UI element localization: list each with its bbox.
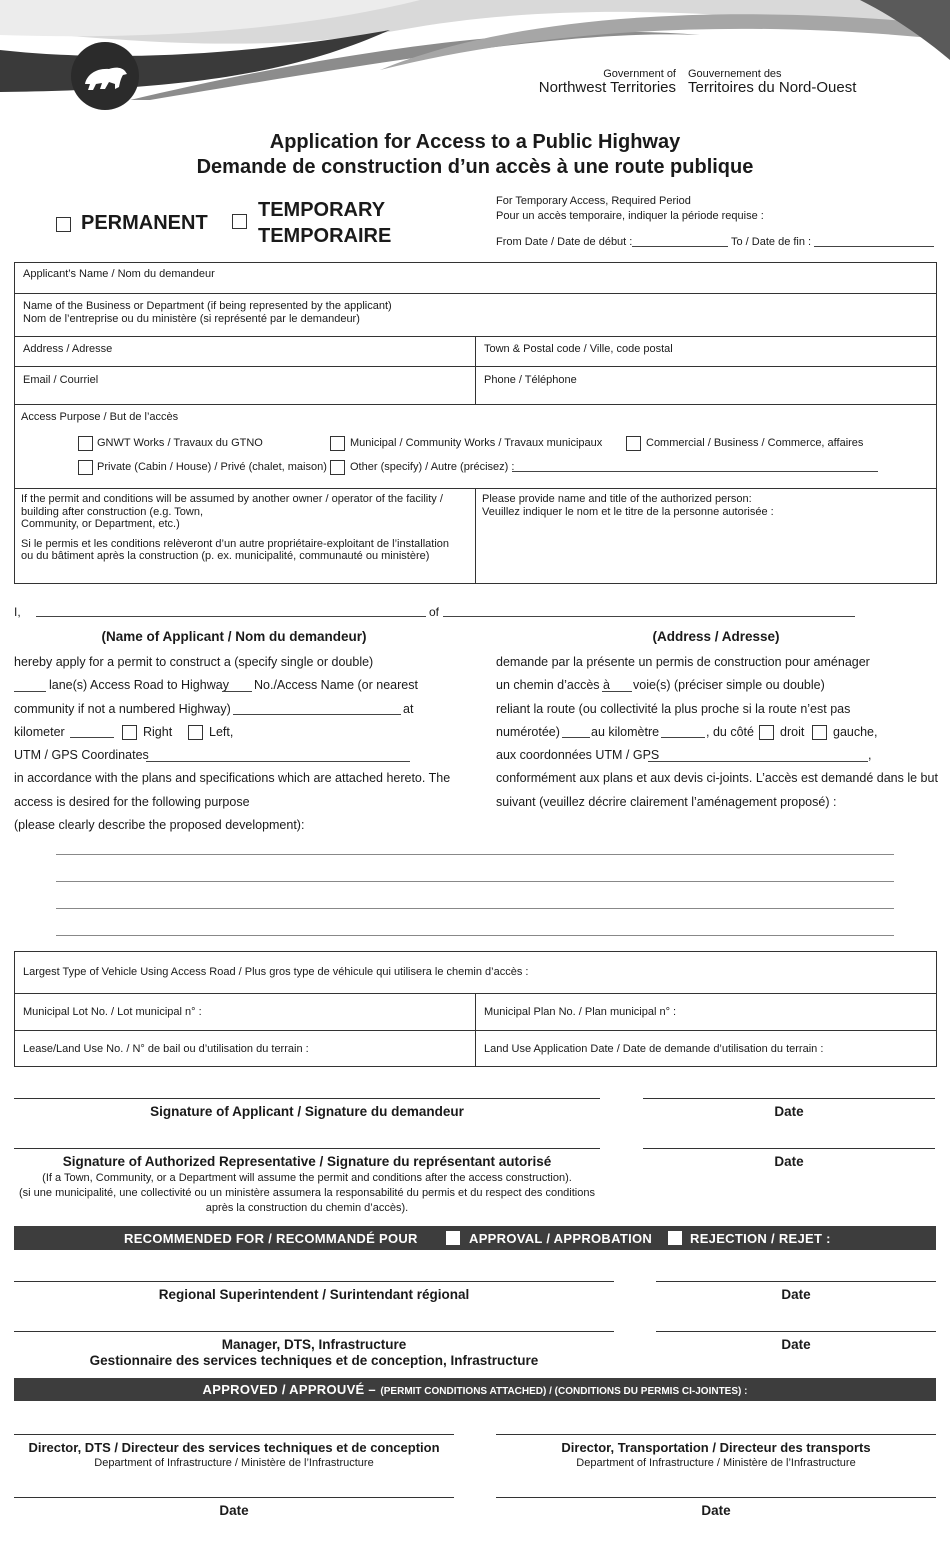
manager-signature-line[interactable] <box>14 1331 614 1332</box>
decl-en-3a: community if not a numbered Highway) <box>14 702 231 716</box>
decl-en-7: access is desired for the following purpose <box>14 795 250 809</box>
right-side-checkbox[interactable] <box>122 725 137 740</box>
name-caption: (Name of Applicant / Nom du demandeur) <box>101 629 367 644</box>
director-transport-signature-line[interactable] <box>496 1434 936 1435</box>
approval-label: APPROVAL / APPROBATION <box>469 1231 653 1246</box>
town-postal-field[interactable]: Town & Postal code / Ville, code postal <box>484 343 673 355</box>
applicant-address-line[interactable] <box>443 616 855 617</box>
access-purpose-label: Access Purpose / But de l’accès <box>21 411 179 423</box>
director-transport-date-label: Date <box>701 1503 731 1518</box>
address-caption: (Address / Adresse) <box>652 629 780 644</box>
land-use-date-field[interactable]: Land Use Application Date / Date de demande d’utilisation du terrain : <box>484 1043 824 1055</box>
decl-en-8: (please clearly describe the proposed development): <box>14 818 305 832</box>
approved-bar <box>14 1378 936 1401</box>
regional-superintendent-label: Regional Superintendent / Surintendant régional <box>158 1287 470 1302</box>
decl-en-4c: Left, <box>209 725 234 739</box>
authorized-note-3: après la construction du chemin d’accès). <box>205 1202 409 1214</box>
gnwt-works-checkbox[interactable] <box>78 436 93 451</box>
decl-en-4a: kilometer <box>14 725 65 739</box>
decl-en-5: UTM / GPS Coordinates <box>14 748 149 762</box>
decl-fr-5a: aux coordonnées UTM / GPS <box>496 748 660 762</box>
decl-en-1: hereby apply for a permit to construct a (specify single or double) <box>14 655 374 669</box>
temporary-checkbox[interactable] <box>232 214 247 229</box>
gnwt-logo <box>71 42 139 110</box>
recommended-bar <box>14 1226 936 1250</box>
from-date-field[interactable] <box>632 246 728 247</box>
from-date-label: From Date / Date de début : <box>496 236 633 248</box>
applicant-date-line[interactable] <box>643 1098 935 1099</box>
director-dts-date-line[interactable] <box>14 1497 454 1498</box>
assumed-note-fr-1: Si le permis et les conditions relèveront d’un autre propriétaire-exploitant de l’installation <box>21 538 450 550</box>
droit-checkbox[interactable] <box>759 725 774 740</box>
business-field-en[interactable]: Name of the Business or Department (if being represented by the applicant) <box>23 300 392 312</box>
private-label: Private (Cabin / House) / Privé (chalet, maison) <box>97 461 327 473</box>
commercial-checkbox[interactable] <box>626 436 641 451</box>
purpose-line-1[interactable] <box>56 854 894 855</box>
authorized-signature-line[interactable] <box>14 1148 600 1149</box>
temp-period-fr: Pour un accès temporaire, indiquer la période requise : <box>496 210 764 222</box>
manager-label-2: Gestionnaire des services techniques et de conception, Infrastructure <box>89 1353 539 1368</box>
authorized-person-field[interactable] <box>480 522 932 580</box>
gnwt-works-label: GNWT Works / Travaux du GTNO <box>97 437 263 449</box>
declaration-i: I, <box>14 605 21 619</box>
route-fr-field[interactable] <box>562 737 590 738</box>
authorized-note-2: (si une municipalité, une collectivité ou un ministère assumera la responsabilité du permis et du respect des conditions <box>19 1187 595 1199</box>
approved-conditions: (PERMIT CONDITIONS ATTACHED) / (CONDITIONS DU PERMIS CI-JOINTES) : <box>380 1386 748 1397</box>
assumed-note-en-3: Community, or Department, etc.) <box>21 518 180 530</box>
polar-bear-icon <box>71 42 139 110</box>
to-date-label: To / Date de fin : <box>731 236 812 248</box>
gov-en-large: Northwest Territories <box>538 79 676 96</box>
gov-en-small: Government of <box>603 68 676 80</box>
applicant-signature-label: Signature of Applicant / Signature du demandeur <box>150 1104 464 1119</box>
kilometre-fr-field[interactable] <box>661 737 705 738</box>
commercial-label: Commercial / Business / Commerce, affaires <box>646 437 864 449</box>
private-checkbox[interactable] <box>78 460 93 475</box>
temporary-label-en: TEMPORARY <box>258 199 386 221</box>
municipal-lot-field[interactable]: Municipal Lot No. / Lot municipal n° : <box>23 1006 202 1018</box>
decl-fr-3: reliant la route (ou collectivité la plus proche si la route n’est pas <box>496 702 851 716</box>
decl-en-4b: Right <box>143 725 173 739</box>
decl-fr-2a: un chemin d’accès à <box>496 678 610 692</box>
temp-period-en: For Temporary Access, Required Period <box>496 195 691 207</box>
permanent-label: PERMANENT <box>81 212 208 234</box>
address-field[interactable]: Address / Adresse <box>23 343 113 355</box>
applicant-name-field[interactable]: Applicant’s Name / Nom du demandeur <box>23 268 215 280</box>
applicant-signature-line[interactable] <box>14 1098 600 1099</box>
other-label: Other (specify) / Autre (précisez) : <box>350 461 515 473</box>
other-specify-field[interactable] <box>512 471 878 472</box>
recommended-label: RECOMMENDED FOR / RECOMMANDÉ POUR <box>124 1231 418 1246</box>
director-dts-signature-line[interactable] <box>14 1434 454 1435</box>
other-checkbox[interactable] <box>330 460 345 475</box>
declaration-of: of <box>429 605 440 619</box>
director-transport-date-line[interactable] <box>496 1497 936 1498</box>
email-field[interactable]: Email / Courriel <box>23 374 99 386</box>
applicant-date-label: Date <box>774 1104 804 1119</box>
decl-fr-6: conformément aux plans et aux devis ci-joints. L’accès est demandé dans le but <box>496 771 938 785</box>
municipal-works-label: Municipal / Community Works / Travaux municipaux <box>350 437 603 449</box>
director-dts-label: Director, DTS / Directeur des services techniques et de conception <box>28 1440 440 1455</box>
director-transport-dept: Department of Infrastructure / Ministère de l’Infrastructure <box>576 1457 856 1469</box>
decl-fr-4b: au kilomètre <box>591 725 660 739</box>
regional-date-line[interactable] <box>656 1281 936 1282</box>
community-field[interactable] <box>233 714 401 715</box>
municipal-plan-field[interactable]: Municipal Plan No. / Plan municipal n° : <box>484 1006 677 1018</box>
assumed-note-en-1: If the permit and conditions will be assumed by another owner / operator of the facility / <box>21 493 443 505</box>
regional-date-label: Date <box>781 1287 811 1302</box>
permanent-checkbox[interactable] <box>56 217 71 232</box>
regional-signature-line[interactable] <box>14 1281 614 1282</box>
authorized-person-en: Please provide name and title of the authorized person: <box>482 493 752 505</box>
decl-en-6: in accordance with the plans and specifications which are attached hereto. The <box>14 771 451 785</box>
decl-fr-4e: gauche, <box>833 725 878 739</box>
authorized-signature-label: Signature of Authorized Representative / Signature du représentant autorisé <box>62 1154 552 1169</box>
authorized-date-line[interactable] <box>643 1148 935 1149</box>
assumed-note-fr-2: ou du bâtiment après la construction (p. ex. municipalité, communauté ou ministère) <box>21 550 430 562</box>
decl-en-3b: at <box>403 702 414 716</box>
utm-gps-fr-field[interactable] <box>648 761 868 762</box>
gov-fr-small: Gouvernement des <box>688 68 782 80</box>
decl-en-2b: No./Access Name (or nearest <box>254 678 418 692</box>
decl-fr-1: demande par la présente un permis de construction pour aménager <box>496 655 870 669</box>
director-dts-date-label: Date <box>219 1503 249 1518</box>
utm-gps-field[interactable] <box>146 761 410 762</box>
decl-fr-2b: voie(s) (préciser simple ou double) <box>633 678 825 692</box>
manager-label-1: Manager, DTS, Infrastructure <box>221 1337 407 1352</box>
decl-fr-4d: droit <box>780 725 805 739</box>
decl-fr-4a: numérotée) <box>496 725 560 739</box>
title-en: Application for Access to a Public Highway <box>269 131 681 153</box>
authorized-note-1: (If a Town, Community, or a Department will assume the permit and conditions after the access construction). <box>42 1172 572 1184</box>
approved-label: APPROVED / APPROUVÉ – <box>202 1382 376 1397</box>
authorized-person-fr: Veuillez indiquer le nom et le titre de la personne autorisée : <box>482 506 774 518</box>
lease-land-use-field[interactable]: Lease/Land Use No. / N° de bail ou d’utilisation du terrain : <box>23 1043 309 1055</box>
kilometer-field[interactable] <box>70 737 114 738</box>
gov-fr-large: Territoires du Nord-Ouest <box>688 79 857 96</box>
phone-field[interactable]: Phone / Téléphone <box>484 374 577 386</box>
voies-field[interactable] <box>602 691 632 692</box>
applicant-name-line[interactable] <box>36 616 426 617</box>
approval-checkbox[interactable] <box>446 1231 460 1245</box>
municipal-works-checkbox[interactable] <box>330 436 345 451</box>
manager-date-line[interactable] <box>656 1331 936 1332</box>
manager-date-label: Date <box>781 1337 811 1352</box>
business-field-fr: Nom de l’entreprise ou du ministère (si représenté par le demandeur) <box>23 313 360 325</box>
authorized-date-label: Date <box>774 1154 804 1169</box>
title-fr: Demande de construction d’un accès à une route publique <box>196 156 754 178</box>
assumed-note-en-2: building after construction (e.g. Town, <box>21 506 204 518</box>
decl-fr-4c: , du côté <box>706 725 754 739</box>
temporary-label-fr: TEMPORAIRE <box>258 225 392 247</box>
highway-no-field[interactable] <box>222 691 252 692</box>
left-side-checkbox[interactable] <box>188 725 203 740</box>
lanes-field[interactable] <box>14 691 46 692</box>
purpose-line-3[interactable] <box>56 908 894 909</box>
director-transport-label: Director, Transportation / Directeur des transports <box>561 1440 871 1455</box>
director-dts-dept: Department of Infrastructure / Ministère de l’Infrastructure <box>94 1457 374 1469</box>
gauche-checkbox[interactable] <box>812 725 827 740</box>
purpose-line-2[interactable] <box>56 881 894 882</box>
purpose-line-4[interactable] <box>56 935 894 936</box>
vehicle-type-field[interactable]: Largest Type of Vehicle Using Access Road / Plus gros type de véhicule qui utilisera le chemin d’accès : <box>23 966 529 978</box>
decl-en-2a: lane(s) Access Road to Highway <box>49 678 229 692</box>
rejection-checkbox[interactable] <box>668 1231 682 1245</box>
rejection-label: REJECTION / REJET : <box>690 1231 831 1246</box>
decl-fr-7: suivant (veuillez décrire clairement l’aménagement proposé) : <box>496 795 837 809</box>
to-date-field[interactable] <box>814 246 934 247</box>
decl-fr-5b: , <box>868 748 872 762</box>
